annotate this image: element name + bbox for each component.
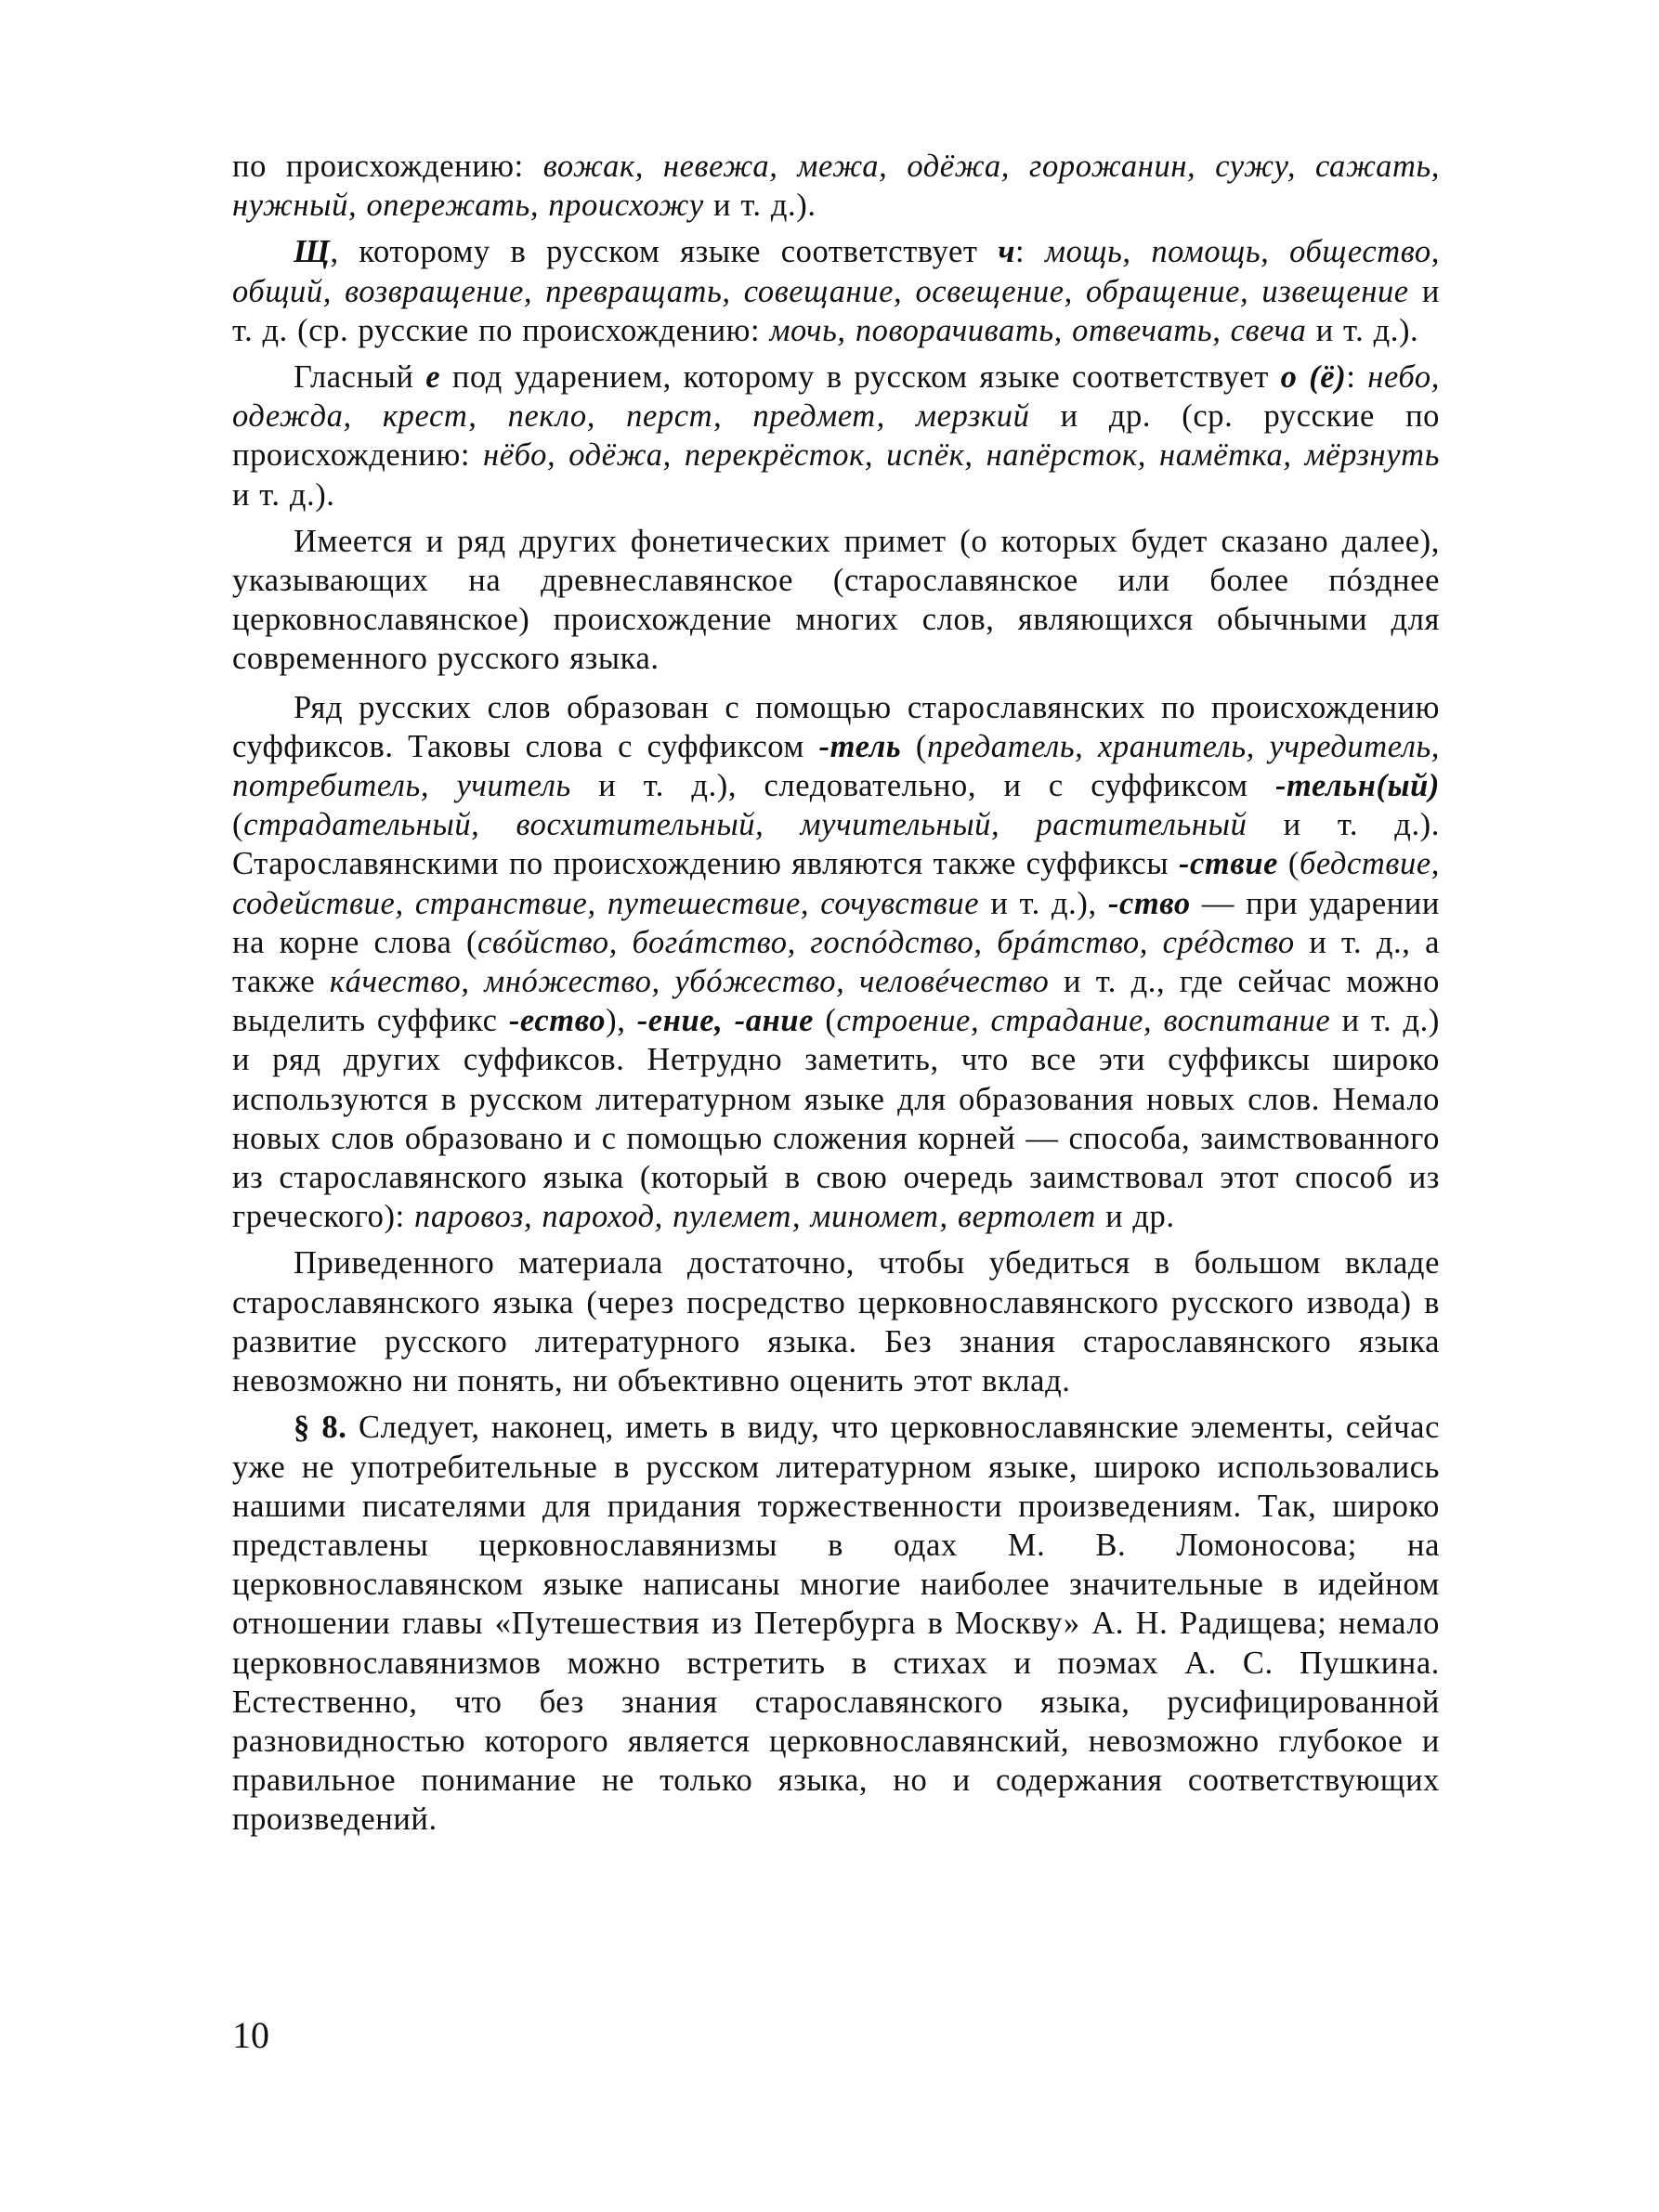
letter-bold: ч [998,234,1016,270]
text-run: и др. (ср. русские по происхождению: [232,398,1440,474]
paragraph-7 [232,1408,1440,1839]
text-run: и т. д.) и ряд других суффиксов. Нетрудно заметить, что все эти суффиксы широко используются в русском литературном языке для образования новых слов. Немало новых слов образовано и с помощью сложения корней — способа, заимствованного из старославянского языка (который в свою очередь заимствовал этот способ из греческого): [232,1003,1440,1235]
suffix-bold: -ствие [1178,846,1279,882]
text-run: под ударением, которому в русском языке соответствует [440,359,1281,396]
text-run: по происхождению: [232,149,543,184]
paragraph-5 [232,688,1440,1237]
text-run: и др. [1095,1199,1175,1235]
text-run: и т. д.), [979,885,1108,921]
page-number: 10 [232,2014,269,2056]
examples-italic: мощь, помощь, общество, общий, возвращение, превращать, совещание, освещение, обращение, извещение [232,234,1440,309]
examples-italic: вожак, невежа, межа, одёжа, горожанин, сужу, сажать, нужный, опережать, происхожу [232,149,1440,224]
text-run: и т. д.), следовательно, и с суффиксом [570,768,1275,804]
text-run: ( [1278,846,1300,882]
text-run: — при ударении на корне слова ( [232,885,1440,960]
text-run: Следует, наконец, иметь в виду, что церковнославянские элементы, сейчас уже не употребительные в русском литературном языке, широко использовались нашими писателями для придания торжественности произведениям. Так, широко представлены церковнославянизмы в одах М. В. Ломоносова; на церковнославянском языке написаны многие наиболее значительные в идейном отношении главы «Путешествия из Петербурга в Москву» А. Н. Радищева; немало церковнославянизмов можно встретить в стихах и поэмах А. С. Пушкина. Естественно, что без знания старославянского языка, русифицированной разновидностью которого является церковнославянский, невозможно глубокое и правильное понимание не только языка, но и содержания соответствующих произведений. [232,1410,1440,1838]
text-run: : [1346,359,1368,396]
paragraph-3 [232,358,1440,514]
paragraph-1 [232,147,1440,225]
examples-italic: свóйство, богáтство, госпóдство, брáтство, срéдство [477,924,1295,960]
body-text [232,147,1440,1840]
paragraph-2 [232,232,1440,350]
text-run: и т. д.). [232,476,335,513]
text-run: и т. д. (ср. русские по происхождению: [232,273,1440,348]
letter-bold: Щ [294,234,331,270]
text-run: и т. д., где сейчас можно выделить суффикс [232,964,1441,1039]
suffix-bold: -тельн(ый) [1274,768,1440,804]
text-run: : [1015,234,1045,270]
text-run: ( [232,807,244,843]
examples-italic: строение, страдание, воспитание [836,1003,1331,1039]
examples-italic: небо, одежда, крест, пекло, перст, предмет, мерзкий [232,359,1440,435]
section-mark: § 8. [294,1410,347,1446]
text-run: и т. д.). Старославянскими по происхождению являются также суффиксы [232,807,1440,882]
text-run: ( [901,728,927,764]
text-run: Гласный [294,359,426,396]
examples-italic: бедствие, содействие, странствие, путешествие, сочувствие [232,846,1440,921]
paragraph-4: Имеется и ряд других фонетических примет (о которых будет сказано далее), указывающих на древнеславянское (старославянское или более пóзднее церковнославянское) происхождение многих слов, являющихся обычными для современного русского языка. [232,523,1440,677]
paragraph-6: Приведенного материала достаточно, чтобы убедиться в большом вкладе старославянского языка (через посредство церковнославянского русского извода) в развитие русского литературного языка. Без знания старославянского языка невозможно ни понять, ни объективно оценить этот вклад. [232,1245,1440,1399]
suffix-bold: -тель [818,728,902,764]
examples-italic: паровоз, пароход, пулемет, миномет, вертолет [414,1199,1096,1235]
text-run: Ряд русских слов образован с помощью старославянских по происхождению суффиксов. Таковы слова с суффиксом [232,689,1440,764]
text-run: , которому в русском языке соответствует [330,234,999,270]
examples-italic: мочь, поворачивать, отвечать, свеча [769,312,1307,348]
examples-italic: нёбо, одёжа, перекрёсток, испёк, напёрсток, намётка, мёрзнуть [483,437,1440,474]
suffix-bold: -ение, -ание [636,1003,815,1039]
suffix-bold: -ство [1107,885,1191,921]
letter-bold: о (ё) [1280,359,1347,396]
text-run: ( [814,1003,837,1039]
letter-bold: е [425,359,441,396]
examples-italic: предатель, хранитель, учредитель, потребитель, учитель [232,728,1440,804]
text-run: и т. д.). [703,188,816,224]
text-run: и т. д.). [1306,312,1419,348]
examples-italic: кáчество, мнóжество, убóжество, человéчество [329,964,1050,1000]
text-run: ), [606,1003,637,1039]
examples-italic: страдательный, восхитительный, мучительный, растительный [243,807,1248,843]
text-run: и т. д., а также [232,924,1440,1000]
suffix-bold: -ество [508,1003,607,1039]
